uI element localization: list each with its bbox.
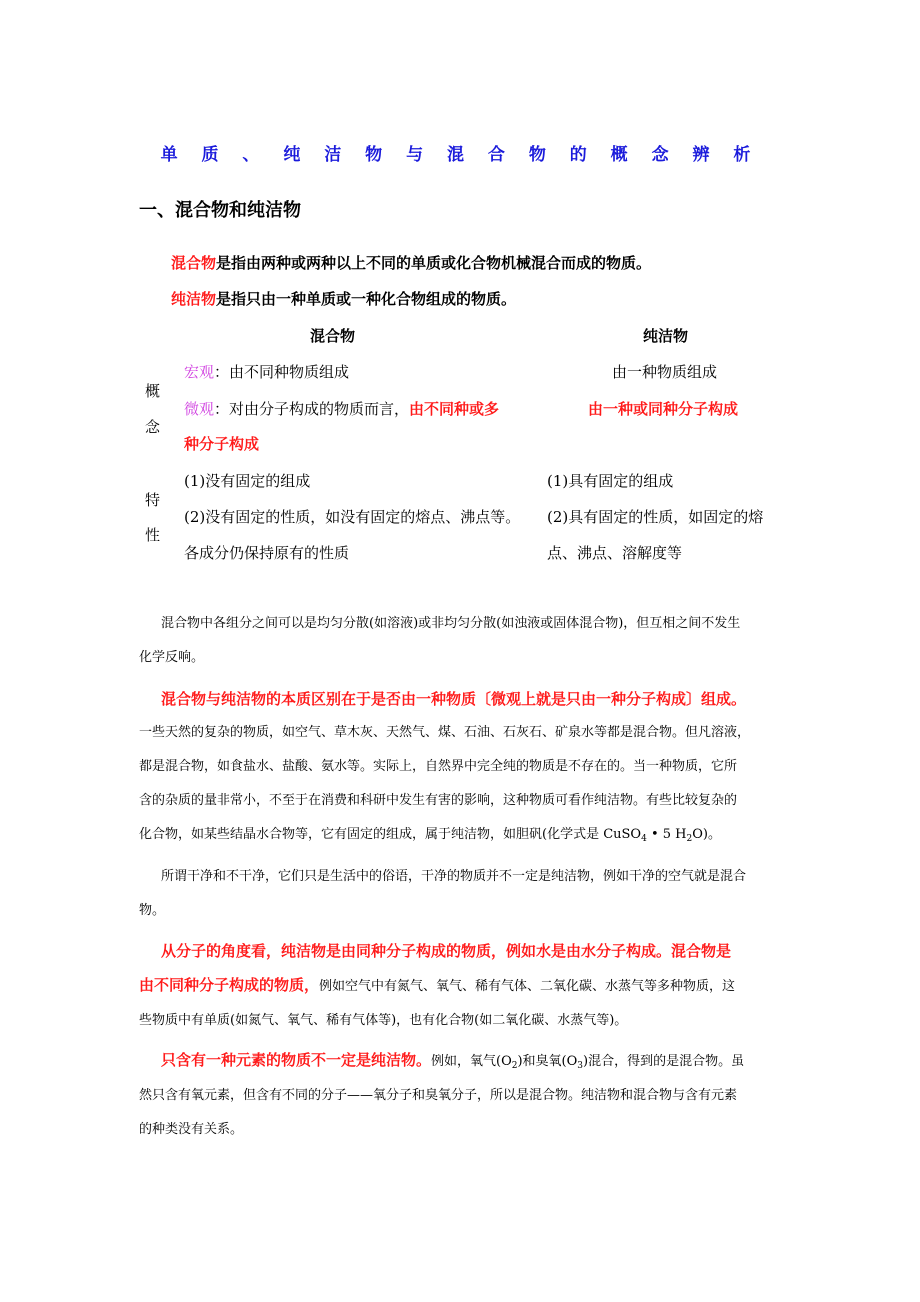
property-mixture-1: (1)没有固定的组成 bbox=[184, 472, 311, 490]
paragraph-text: O)。 bbox=[692, 827, 721, 842]
micro-mixture-red: 由不同种或多 bbox=[409, 400, 500, 418]
paragraph-line bbox=[139, 607, 787, 641]
paragraph-text: )混合，得到的是混合物。虽 bbox=[583, 1054, 745, 1069]
paragraph-text-red: 由不同种分子构成的物质， bbox=[139, 976, 320, 994]
micro-mixture-text: ：对由分子构成的物质而言， bbox=[214, 400, 410, 418]
paragraph-line: 化学反响。 bbox=[139, 650, 205, 665]
paragraph-text: 混合物与纯洁物的本质区别在于是否由一种物质〔微观上就是只由一种分子构成〕组成。 bbox=[161, 690, 747, 708]
section-heading: 一、混合物和纯洁物 bbox=[139, 200, 301, 221]
definition-term: 混合物 bbox=[171, 254, 217, 272]
definition-text: 是指只由一种单质或一种化合物组成的物质。 bbox=[216, 290, 517, 308]
definition-text: 是指由两种或两种以上不同的单质或化合物机械混合而成的物质。 bbox=[216, 254, 652, 272]
paragraph-line bbox=[139, 860, 787, 894]
macro-pure: 由一种物质组成 bbox=[612, 363, 718, 381]
page-title: 单 质 、 纯 洁 物 与 混 合 物 的 概 念 辨 析 bbox=[160, 145, 760, 165]
paragraph-line-red bbox=[139, 682, 787, 716]
paragraph-text: 化合物，如某些结晶水合物等，它有固定的组成，属于纯洁物，如胆矾(化学式是 CuSO bbox=[139, 827, 642, 842]
micro-pure: 由一种或同种分子构成 bbox=[588, 400, 739, 418]
property-mixture-2: (2)没有固定的性质，如没有固定的熔点、沸点等。 bbox=[184, 508, 521, 526]
row-label-concept-1: 概 bbox=[145, 382, 161, 400]
paragraph-text: 从分子的角度看，纯洁物是由同种分子构成的物质，例如水是由水分子构成。混合物是 bbox=[161, 942, 732, 960]
definition-term: 纯洁物 bbox=[171, 290, 217, 308]
paragraph-text: )和臭氧(O bbox=[517, 1054, 578, 1069]
paragraph-text-red: 只含有一种元素的物质不一定是纯洁物。 bbox=[161, 1051, 432, 1069]
macro-mixture bbox=[184, 361, 349, 382]
column-header-mixture: 混合物 bbox=[310, 327, 356, 345]
row-label-property-1: 特 bbox=[145, 491, 161, 509]
micro-label: 微观 bbox=[184, 400, 215, 418]
column-header-pure: 纯洁物 bbox=[643, 327, 689, 345]
paragraph-components bbox=[139, 607, 787, 675]
subscript: 2 bbox=[511, 1061, 518, 1071]
paragraph-line bbox=[139, 968, 787, 1004]
property-pure-1: (1)具有固定的组成 bbox=[547, 472, 674, 490]
macro-mixture-text: ：由不同种物质组成 bbox=[214, 363, 350, 381]
subscript: 3 bbox=[577, 1061, 584, 1071]
paragraph-line: 然只含有氧元素，但含有不同的分子——氧分子和臭氧分子，所以是混合物。纯洁物和混合物与含有元素 bbox=[139, 1088, 738, 1103]
paragraph-line: 含的杂质的量非常小，不至于在消费和科研中发生有害的影响，这种物质可看作纯洁物。有些比较复杂的 bbox=[139, 793, 738, 808]
paragraph-text: 例如，氧气(O bbox=[431, 1054, 512, 1069]
subscript: 4 bbox=[641, 834, 647, 844]
paragraph-text: • 5 H bbox=[646, 827, 687, 842]
paragraph-line-red bbox=[139, 934, 787, 968]
paragraph-single-element bbox=[139, 1043, 787, 1147]
paragraph-line: 些物质中有单质(如氮气、氧气、稀有气体等)，也有化合物(如二氧化碳、水蒸气等)。 bbox=[139, 1013, 628, 1028]
row-label-property-2: 性 bbox=[145, 526, 161, 544]
paragraph-text: 例如空气中有氮气、氧气、稀有气体、二氧化碳、水蒸气等多种物质，这 bbox=[319, 979, 736, 994]
paragraph-clean bbox=[139, 860, 787, 928]
micro-mixture-red-cont: 种分子构成 bbox=[184, 435, 260, 453]
definition-mixture bbox=[171, 252, 651, 273]
micro-mixture bbox=[184, 398, 499, 419]
paragraph-molecular-view bbox=[139, 934, 787, 1038]
paragraph-line: 的种类没有关系。 bbox=[139, 1122, 244, 1137]
paragraph-line: 一些天然的复杂的物质，如空气、草木灰、天然气、煤、石油、石灰石、矿泉水等都是混合物。但凡溶液， bbox=[139, 725, 751, 740]
paragraph-text: 所谓干净和不干净，它们只是生活中的俗语，干净的物质并不一定是纯洁物，例如干净的空气就是混合 bbox=[161, 869, 747, 884]
paragraph-line-formula bbox=[139, 818, 787, 852]
paragraph-text: 混合物中各组分之间可以是均匀分散(如溶液)或非均匀分散(如浊液或固体混合物)，但互相之间不发生 bbox=[161, 616, 741, 631]
paragraph-essential-difference bbox=[139, 682, 787, 852]
property-pure-3: 点、沸点、溶解度等 bbox=[547, 544, 683, 562]
macro-label: 宏观 bbox=[184, 363, 215, 381]
property-mixture-3: 各成分仍保持原有的性质 bbox=[184, 544, 350, 562]
paragraph-line: 都是混合物，如食盐水、盐酸、氨水等。实际上，自然界中完全纯的物质是不存在的。当一种物质，它所 bbox=[139, 759, 738, 774]
row-label-concept-2: 念 bbox=[145, 418, 161, 436]
property-pure-2: (2)具有固定的性质，如固定的熔 bbox=[547, 508, 764, 526]
definition-pure bbox=[171, 288, 516, 309]
subscript: 2 bbox=[686, 834, 693, 844]
paragraph-line: 物。 bbox=[139, 903, 166, 918]
paragraph-line bbox=[139, 1043, 787, 1079]
